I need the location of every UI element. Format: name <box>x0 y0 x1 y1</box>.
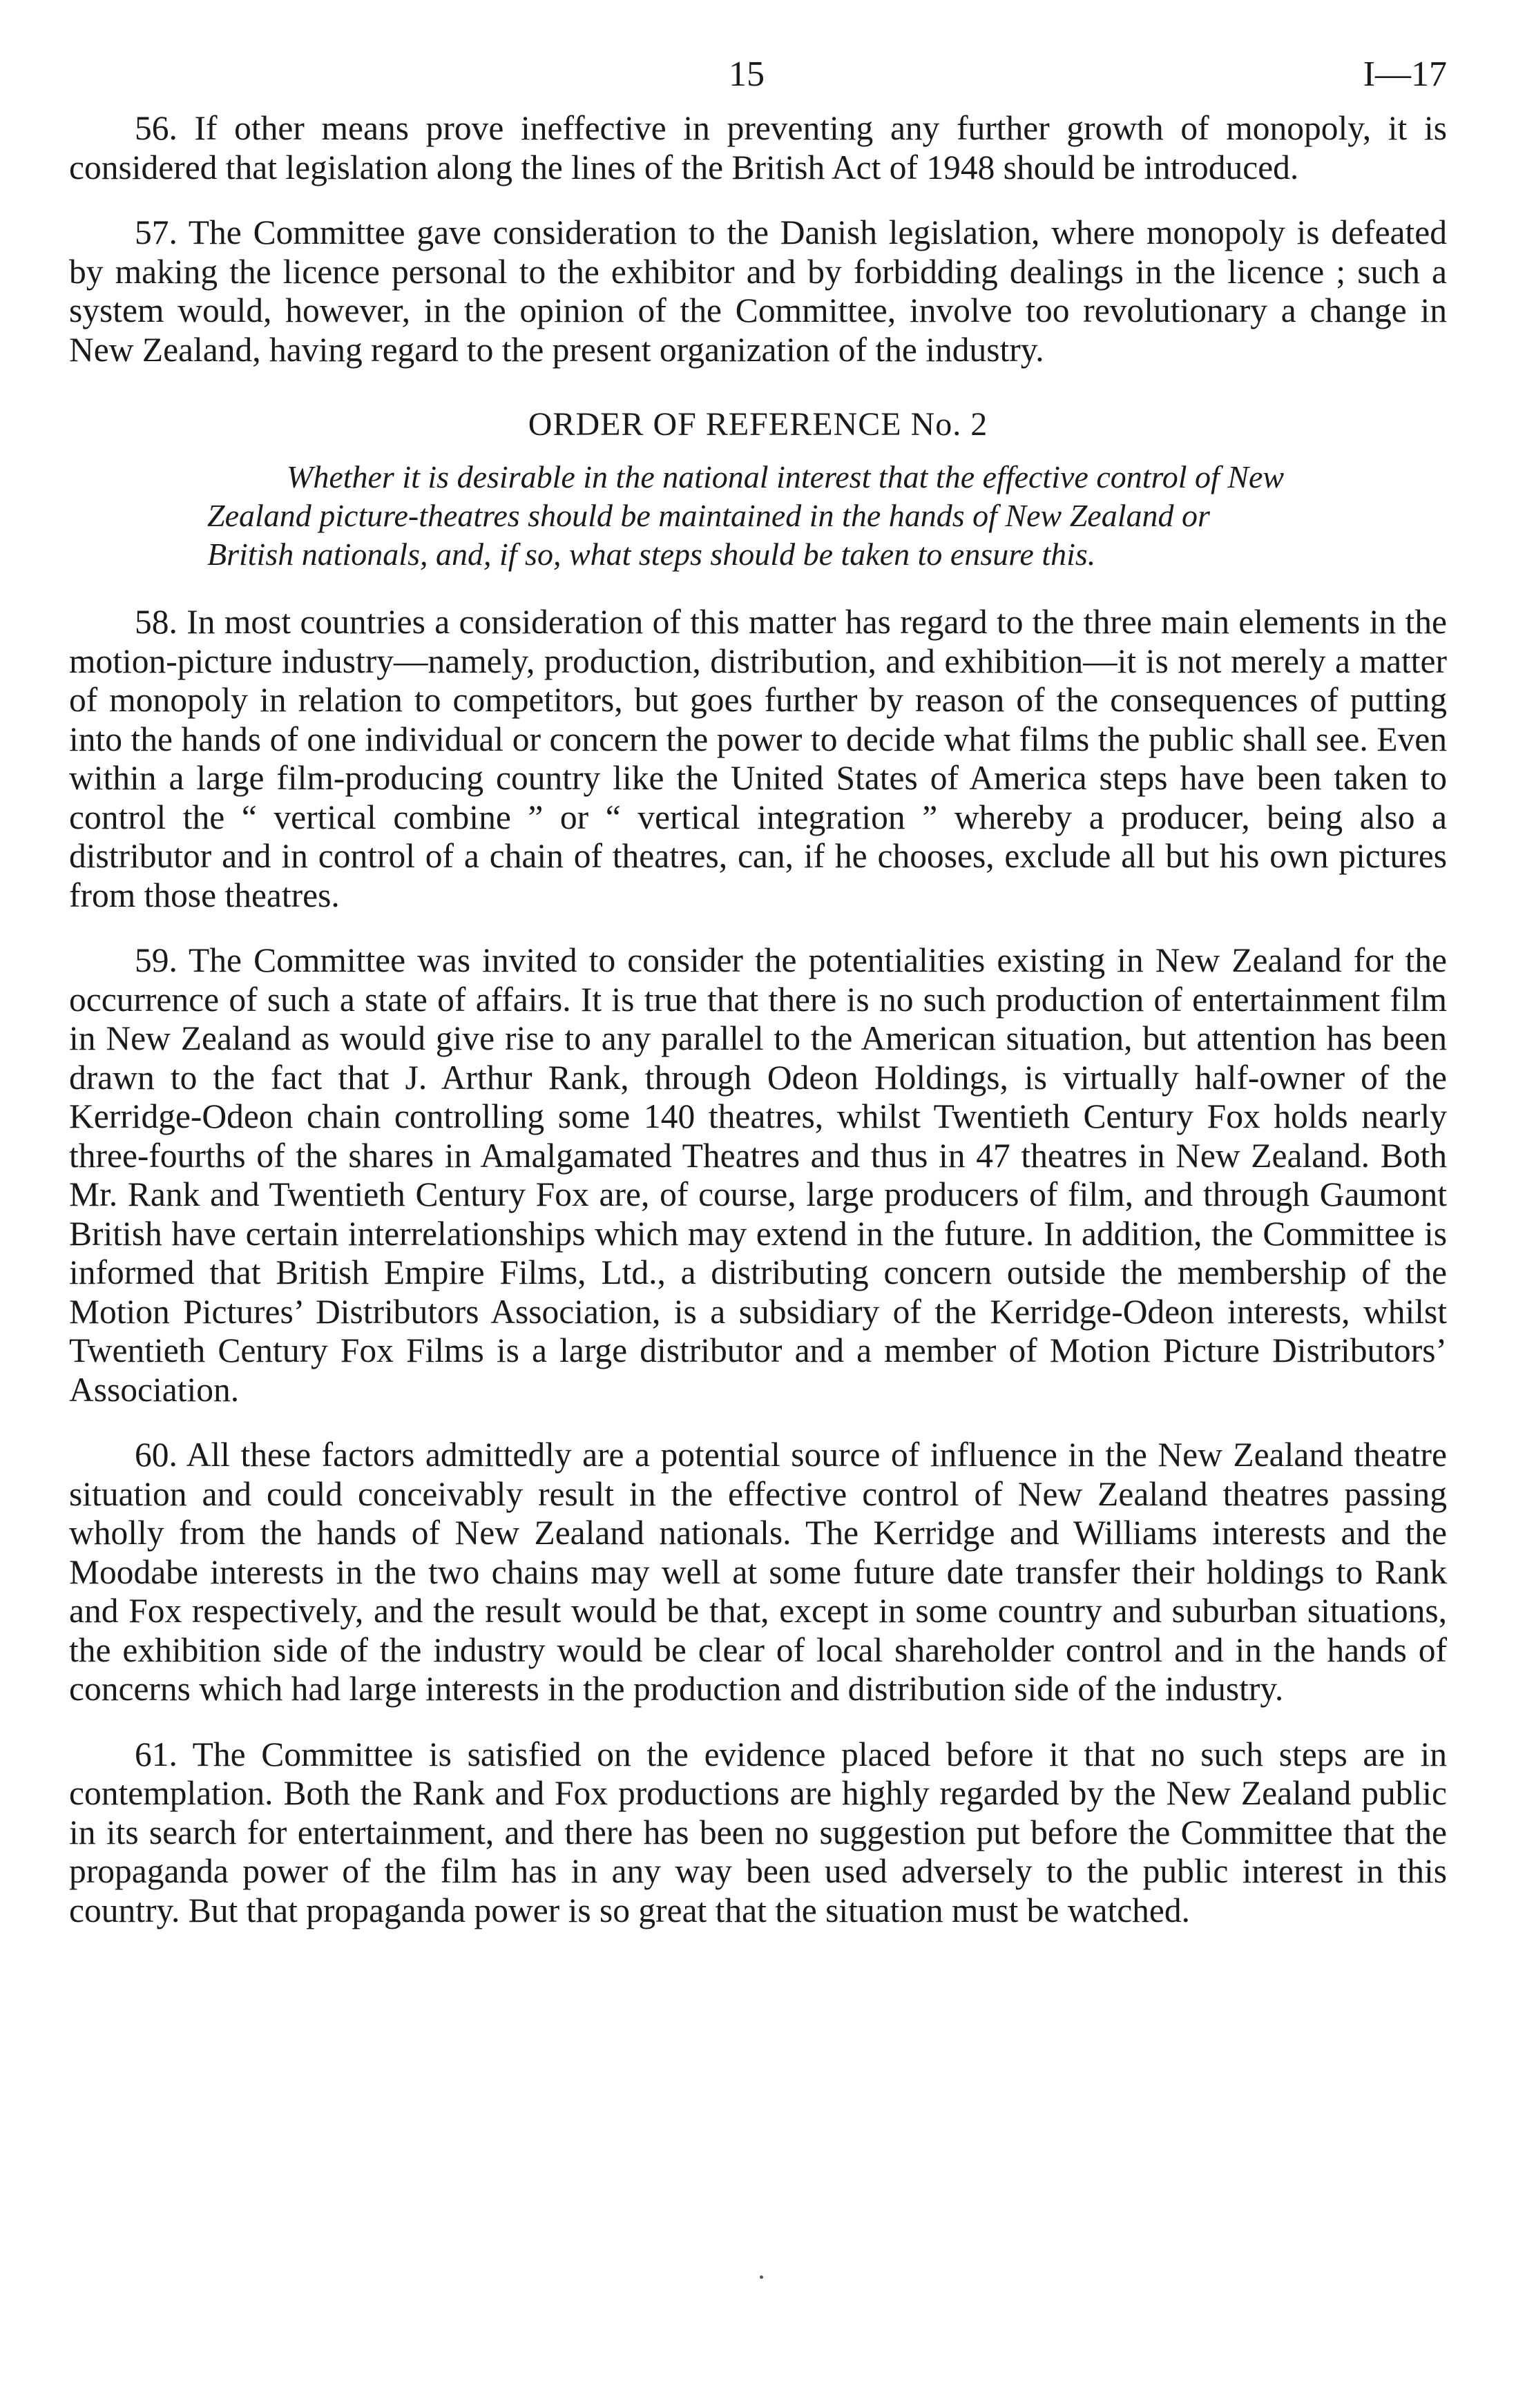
paragraph-58: 58. In most countries a consideration of this matter has regard to the three main elements in the motion-picture industry—namely, production, distribution, and exhibition—it is not merely a matter of monopoly in relation to competitors, but goes further by reason of the consequences of putting into the hands of one individual or concern the power to decide what films the public shall see. Even within a large film-producing country like the United States of America steps have been taken to control the “ vertical combine ” or “ vertical integration ” whereby a producer, being also a distributor and in control of a chain of theatres, can, if he chooses, exclude all but his own pictures from those theatres. <box>69 603 1447 914</box>
paragraph-56: 56. If other means prove ineffective in preventing any further growth of monopoly, it is considered that legislation along the lines of the British Act of 1948 should be introduced. <box>69 109 1447 186</box>
page-number: 15 <box>729 55 765 94</box>
paragraph-60: 60. All these factors admittedly are a potential source of influence in the New Zealand theatre situation and could conceivably result in the effective control of New Zealand theatres passing wholly from the hands of New Zealand nationals. The Kerridge and Williams interests and the Moodabe interests in the two chains may well at some future date transfer their holdings to Rank and Fox respectively, and the result would be that, except in some country and suburban situations, the exhibition side of the industry would be clear of local shareholder control and in the hands of concerns which had large interests in the production and distribution side of the industry. <box>69 1436 1447 1708</box>
page-header <box>69 54 1447 109</box>
paragraph-57: 57. The Committee gave consideration to the Danish legislation, where monopoly is defeated by making the licence personal to the exhibitor and by forbidding dealings in the licence ; such a system would, however, in the opinion of the Committee, involve too revolutionary a change in New Zealand, having regard to the present organization of the industry. <box>69 213 1447 369</box>
section-heading: ORDER OF REFERENCE No. 2 <box>528 406 988 443</box>
paragraph-61: 61. The Committee is satisfied on the evidence placed before it that no such steps are in contemplation. Both the Rank and Fox productions are highly regarded by the New Zealand public in its search for entertainment, and there has been no suggestion put before the Committee that the propaganda power of the film has in any way been used adversely to the public interest in this country. But that propaganda power is so great that the situation must be watched. <box>69 1735 1447 1929</box>
paragraph-59: 59. The Committee was invited to consider the potentialities existing in New Zealand for the occurrence of such a state of affairs. It is true that there is no such production of entertainment film in New Zealand as would give rise to any parallel to the American situation, but attention has been drawn to the fact that J. Arthur Rank, through Odeon Holdings, is virtually half-owner of the Kerridge-Odeon chain controlling some 140 theatres, whilst Twentieth Century Fox holds nearly three-fourths of the shares in Amalgamated Theatres and thus in 47 theatres in New Zealand. Both Mr. Rank and Twentieth Century Fox are, of course, large producers of film, and through Gaumont British have certain interrelationships which may extend in the future. In addition, the Committee is informed that British Empire Films, Ltd., a distributing concern outside the membership of the Motion Pictures’ Distributors Association, is a subsidiary of the Kerridge-Odeon interests, whilst Twentieth Century Fox Films is a large distributor and a member of Motion Picture Distributors’ Association. <box>69 941 1447 1409</box>
paper-reference: I—17 <box>1363 55 1447 94</box>
ink-dot <box>760 2275 763 2279</box>
document-page <box>69 54 1447 1956</box>
reference-question: Whether it is desirable in the national interest that the effective control of New Zealand picture-theatres should be maintained in the hands of New Zealand or British nationals, and, if so, what steps should be taken to ensure this. <box>207 459 1285 572</box>
